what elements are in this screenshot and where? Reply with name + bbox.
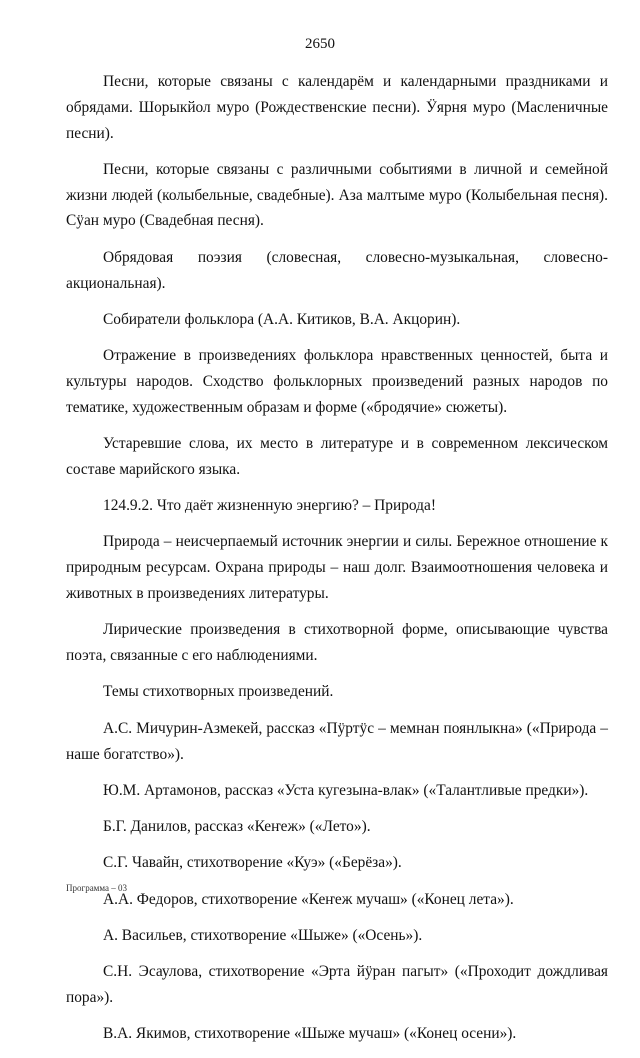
list-item-chavain: С.Г. Чавайн, стихотворение «Куэ» («Берёза»).: [103, 854, 402, 872]
paragraph-nature-energy: Природа – неисчерпаемый источник энергии и силы. Бережное отношение к природным ресурсам. Охрана природы – наш долг. Взаимоотношения человека и животных в произведениях литературы.: [66, 533, 608, 603]
list-item-esaulova: С.Н. Эсаулова, стихотворение «Эрта йӱран пагыт» («Проходит дождливая пора»).: [66, 963, 608, 1007]
document-body: [66, 69, 608, 1058]
page-number: 2650: [305, 36, 335, 52]
paragraph-family-songs: Песни, которые связаны с различными событиями в личной и семейной жизни людей (колыбельные, свадебные). Аза малтыме муро (Колыбельная песня). Сӱан муро (Свадебная песня).: [66, 160, 608, 230]
section-heading-nature: 124.9.2. Что даёт жизненную энергию? – Природа!: [103, 497, 436, 515]
paragraph-folklore-collectors: Собиратели фольклора (А.А. Китиков, В.А. Акцорин).: [103, 310, 461, 328]
list-item-danilov: Б.Г. Данилов, рассказ «Кеҥеж» («Лето»).: [103, 818, 371, 836]
paragraph-ritual-poetry: Обрядовая поэзия (словесная, словесно-музыкальная, словесно-акциональная).: [66, 248, 608, 292]
paragraph-calendar-songs: Песни, которые связаны с календарём и календарными праздниками и обрядами. Шорыкйол муро (Рождественские песни). Ӱярня муро (Масленичные песни).: [66, 73, 608, 142]
paragraph-archaic-words: Устаревшие слова, их место в литературе и в современном лексическом составе марийского языка.: [66, 435, 608, 478]
paragraph-folklore-values: Отражение в произведениях фольклора нравственных ценностей, быта и культуры народов. Сходство фольклорных произведений разных народов по тематике, художественным образам и форме («бродячие» сюжеты).: [66, 347, 608, 416]
list-item-artamonov: Ю.М. Артамонов, рассказ «Уста кугезына-влак» («Талантливые предки»).: [103, 781, 589, 799]
footer-program-label: Программа – 03: [66, 883, 128, 893]
list-item-fedorov: А.А. Федоров, стихотворение «Кеҥеж мучаш» («Конец лета»).: [103, 890, 514, 908]
list-item-michurin: А.С. Мичурин-Азмекей, рассказ «Пӱртӱс – мемнан поянлыкна» («Природа – наше богатство»).: [66, 719, 608, 763]
list-item-vasiliev: А. Васильев, стихотворение «Шыже» («Осень»).: [103, 927, 423, 945]
paragraph-poem-themes: Темы стихотворных произведений.: [103, 683, 334, 701]
paragraph-lyrical-works: Лирические произведения в стихотворной форме, описывающие чувства поэта, связанные с его наблюдениями.: [66, 621, 608, 665]
list-item-yakimov: В.А. Якимов, стихотворение «Шыже мучаш» («Конец осени»).: [103, 1025, 517, 1043]
